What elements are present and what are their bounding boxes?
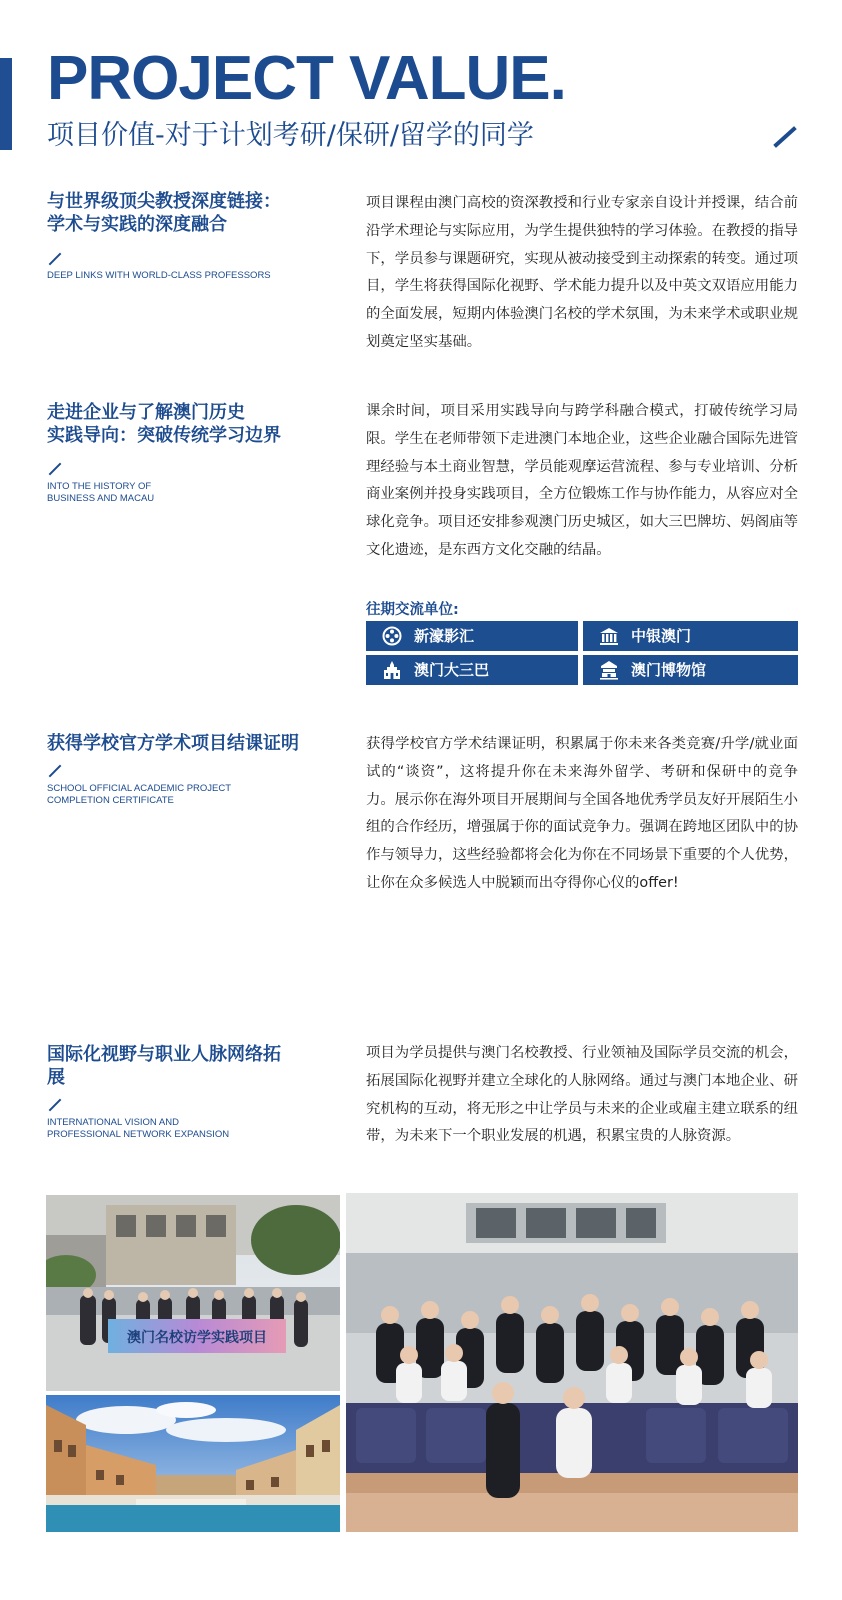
section-english-line: DEEP LINKS WITH WORLD-CLASS PROFESSORS	[47, 270, 271, 281]
section-english-line: COMPLETION CERTIFICATE	[47, 795, 174, 806]
section-title-line: 实践导向：突破传统学习边界	[47, 425, 281, 446]
section-title	[47, 732, 347, 755]
partner-name: 澳门博物馆	[631, 661, 707, 679]
section-english-line: PROFESSIONAL NETWORK EXPANSION	[47, 1129, 230, 1140]
section-title	[47, 190, 347, 236]
section-body: 获得学校官方学术结课证明，积累属于你未来各类竞赛/升学/就业面试的“谈资”，这将提升你在未来海外留学、考研和保研中的竞争力。展示你在海外项目开展期间与全国各地优秀学员友好开展陌生小组的合作经历，增强属于你的面试竞争力。强调在跨地区团队中的协作与领导力，这些经验都将会化为你在不同场景下重要的个人优势，让你在众多候选人中脱颖而出夺得你心仪的offer!	[366, 736, 798, 891]
bank-icon	[599, 626, 619, 646]
section-english-title	[47, 1117, 347, 1141]
page-subtitle: 项目价值-对于计划考研/保研/留学的同学	[47, 120, 534, 151]
section-english-title	[47, 481, 347, 505]
section-english-line: BUSINESS AND MACAU	[47, 493, 155, 504]
photo-group-banner	[46, 1195, 340, 1391]
section-body: 课余时间，项目采用实践导向与跨学科融合模式，打破传统学习局限。学生在老师带领下走进澳门本地企业，这些企业融合国际先进管理经验与本土商业智慧，学员能观摩运营流程、参与专业培训、分析商业案例并投身实践项目，全方位锻炼工作与协作能力，从容应对全球化竞争。项目还安排参观澳门历史城区，如大三巴牌坊、妈阁庙等文化遗迹，是东西方文化交融的结晶。	[366, 403, 798, 558]
partner-name: 中银澳门	[631, 627, 692, 645]
section-title-line: 展	[47, 1067, 65, 1088]
section-title	[47, 1043, 347, 1089]
section-english-line: INTO THE HISTORY OF	[47, 481, 152, 492]
partner-name: 澳门大三巴	[414, 661, 490, 679]
section-title-line: 学术与实践的深度融合	[47, 214, 227, 235]
photo-venetian-canal	[46, 1395, 340, 1532]
film-reel-icon	[382, 626, 402, 646]
partner-tile	[583, 621, 798, 651]
section-english-title	[47, 270, 347, 282]
slash-decoration	[49, 463, 62, 476]
section-title-line: 获得学校官方学术项目结课证明	[47, 733, 299, 754]
section-english-title	[47, 783, 347, 807]
partner-tile	[366, 621, 578, 651]
section-title-line: 与世界级顶尖教授深度链接：	[47, 191, 281, 212]
slash-decoration	[49, 765, 62, 778]
section-title	[47, 401, 347, 447]
section-english-line: INTERNATIONAL VISION AND	[47, 1117, 179, 1128]
section-title-line: 国际化视野与职业人脉网络拓	[47, 1044, 281, 1065]
partners-label: 往期交流单位:	[366, 602, 459, 618]
photo-lecture-hall-group	[346, 1193, 798, 1532]
section-body: 项目课程由澳门高校的资深教授和行业专家亲自设计并授课，结合前沿学术理论与实际应用，为学生提供独特的学习体验。在教授的指导下，学员参与课题研究，实现从被动接受到主动探索的转变。通过项目，学生将获得国际化视野、学术能力提升以及中英文双语应用能力的全面发展，短期内体验澳门名校的学术氛围，为未来学术或职业规划奠定坚实基础。	[366, 195, 798, 350]
partner-name: 新濠影汇	[414, 627, 475, 645]
slash-decoration	[49, 1099, 62, 1112]
partner-tile	[583, 655, 798, 685]
section-english-line: SCHOOL OFFICIAL ACADEMIC PROJECT	[47, 783, 232, 794]
header-accent-bar	[0, 58, 12, 150]
section-title-line: 走进企业与了解澳门历史	[47, 402, 245, 423]
slash-decoration	[773, 126, 796, 148]
ruins-icon	[382, 660, 402, 680]
section-body: 项目为学员提供与澳门名校教授、行业领袖及国际学员交流的机会，拓展国际化视野并建立全球化的人脉网络。通过与澳门本地企业、研究机构的互动，将无形之中让学员与未来的企业或雇主建立联系的纽带，为未来下一个职业发展的机遇，积累宝贵的人脉资源。	[366, 1045, 798, 1145]
banner-text: 澳门名校访学实践项目	[127, 1330, 267, 1346]
slash-decoration	[49, 253, 62, 266]
museum-icon	[599, 660, 619, 680]
page-title: PROJECT VALUE.	[47, 44, 566, 113]
partner-tile	[366, 655, 578, 685]
